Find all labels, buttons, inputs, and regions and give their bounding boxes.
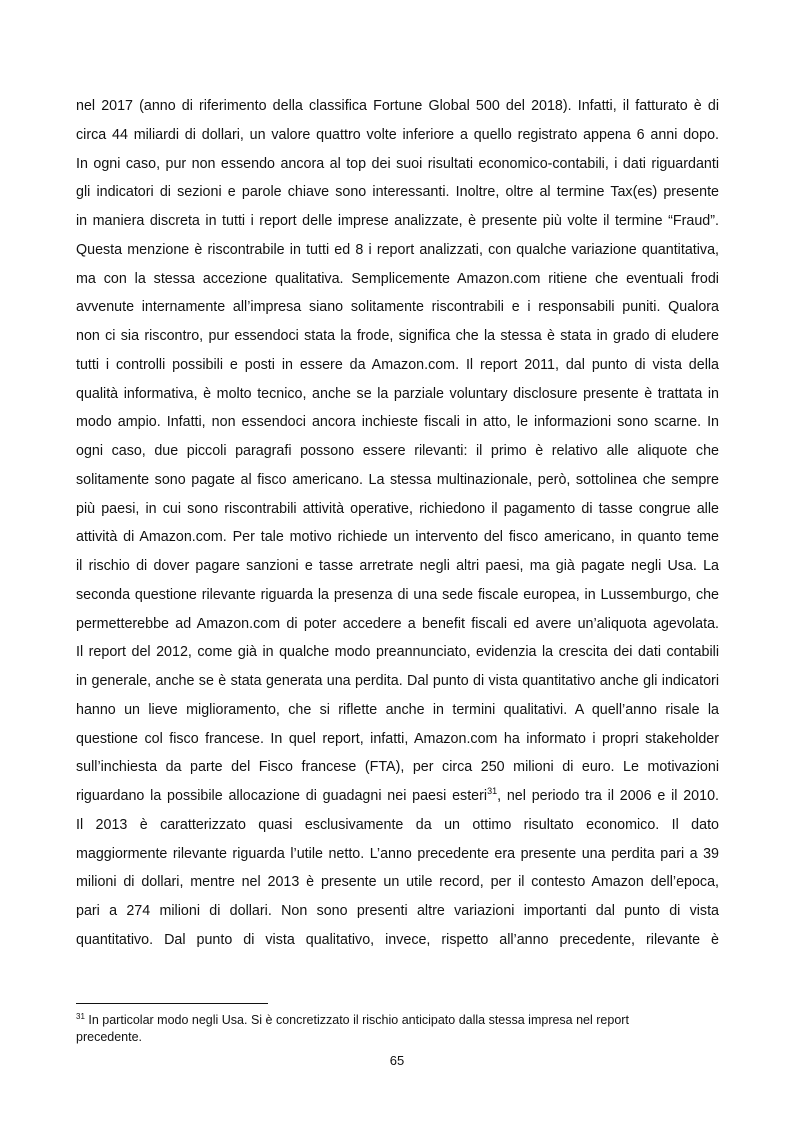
text-line: qualità informativa, è molto tecnico, anche se la parziale voluntary disclosure presente è trattata in xyxy=(76,385,719,402)
text-line: gli indicatori di sezioni e parole chiave sono interessanti. Inoltre, oltre al termine Tax(es) presente xyxy=(76,184,719,201)
text-line: avvenute internamente all’impresa siano solitamente riscontrabili e i responsabili puniti. Qualora xyxy=(76,299,719,316)
text-line: ma con la stessa accezione qualitativa. Semplicemente Amazon.com ritiene che eventuali frodi xyxy=(76,270,719,287)
text-line: hanno un lieve miglioramento, che si riflette anche in termini qualitativi. A quell’anno risale la xyxy=(76,701,719,718)
text-line: non ci sia riscontro, pur essendoci stata la frode, significa che la stessa è stata in grado di eludere xyxy=(76,328,719,344)
text-line: Il report del 2012, come già in qualche modo preannunciato, evidenzia la crescita dei dati contabili xyxy=(76,644,719,661)
footnote-reference[interactable]: 31 xyxy=(487,786,498,797)
text-line: in generale, anche se è stata generata una perdita. Dal punto di vista quantitativo anche gli indicatori xyxy=(76,673,719,689)
text-line: Il 2013 è caratterizzato quasi esclusivamente da un ottimo risultato economico. Il dato xyxy=(76,816,719,833)
text-line: nel 2017 (anno di riferimento della classifica Fortune Global 500 del 2018). Infatti, il fatturato è di xyxy=(76,98,719,114)
text-line: Questa menzione è riscontrabile in tutti ed 8 i report analizzati, con qualche variazione quantitativa, xyxy=(76,241,719,258)
text-line: quantitativo. Dal punto di vista qualitativo, invece, rispetto all’anno precedente, rilevante è xyxy=(76,931,719,948)
text-line: ogni caso, due piccoli paragrafi possono essere rilevanti: il primo è relativo alle aliquote che xyxy=(76,443,719,459)
text-line: circa 44 miliardi di dollari, un valore quattro volte inferiore a quello registrato appena 6 anni dopo. xyxy=(76,126,719,143)
text-segment: , nel periodo tra il 2006 e il 2010. xyxy=(497,788,719,804)
text-line: In ogni caso, pur non essendo ancora al top dei suoi risultati economico-contabili, i dati riguardanti xyxy=(76,155,719,172)
footnote-number: 31 xyxy=(76,1011,85,1021)
text-line: questione col fisco francese. In quel report, infatti, Amazon.com ha informato i propri stakeholder xyxy=(76,730,719,747)
text-line: milioni di dollari, mentre nel 2013 è presente un utile record, per il contesto Amazon dell’epoca, xyxy=(76,874,719,891)
text-segment: riguardano la possibile allocazione di guadagni nei paesi esteri xyxy=(76,788,488,804)
footnote xyxy=(76,1012,676,1046)
text-line: tutti i controlli possibili e posti in essere da Amazon.com. Il report 2011, dal punto di vista della xyxy=(76,356,719,373)
body-paragraph xyxy=(76,92,719,955)
text-line-with-footnote-ref xyxy=(76,782,719,811)
text-line: attività di Amazon.com. Per tale motivo richiede un intervento del fisco americano, in quanto teme xyxy=(76,529,719,546)
text-line: modo ampio. Infatti, non essendoci ancora inchieste fiscali in atto, le informazioni sono scarne. In xyxy=(76,414,719,431)
text-line: il rischio di dover pagare sanzioni e tasse arretrate negli altri paesi, ma già pagate negli Usa. La xyxy=(76,558,719,574)
text-line: sull’inchiesta da parte del Fisco francese (FTA), per circa 250 milioni di euro. Le motivazioni xyxy=(76,759,719,776)
text-line: permetterebbe ad Amazon.com di poter accedere a benefit fiscali ed avere un’aliquota agevolata. xyxy=(76,615,719,632)
footnote-text: In particolar modo negli Usa. Si è concretizzato il rischio anticipato dalla stessa impresa nel report precedente. xyxy=(76,1013,629,1044)
text-line: pari a 274 milioni di dollari. Non sono presenti altre variazioni importanti dal punto di vista xyxy=(76,903,719,919)
page-number: 65 xyxy=(389,1053,405,1068)
footnote-separator xyxy=(76,1003,268,1004)
text-line: seconda questione rilevante riguarda la presenza di una sede fiscale europea, in Lussemburgo, che xyxy=(76,586,719,603)
text-line: in maniera discreta in tutti i report delle imprese analizzate, è presente più volte il termine “Fraud”. xyxy=(76,213,719,229)
text-line: più paesi, in cui sono riscontrabili attività operative, richiedono il pagamento di tasse congrue alle xyxy=(76,500,719,517)
text-line: solitamente sono pagate al fisco americano. La stessa multinazionale, però, sottolinea che sempre xyxy=(76,471,719,488)
text-line: maggiormente rilevante riguarda l’utile netto. L’anno precedente era presente una perdita pari a 39 xyxy=(76,845,719,862)
